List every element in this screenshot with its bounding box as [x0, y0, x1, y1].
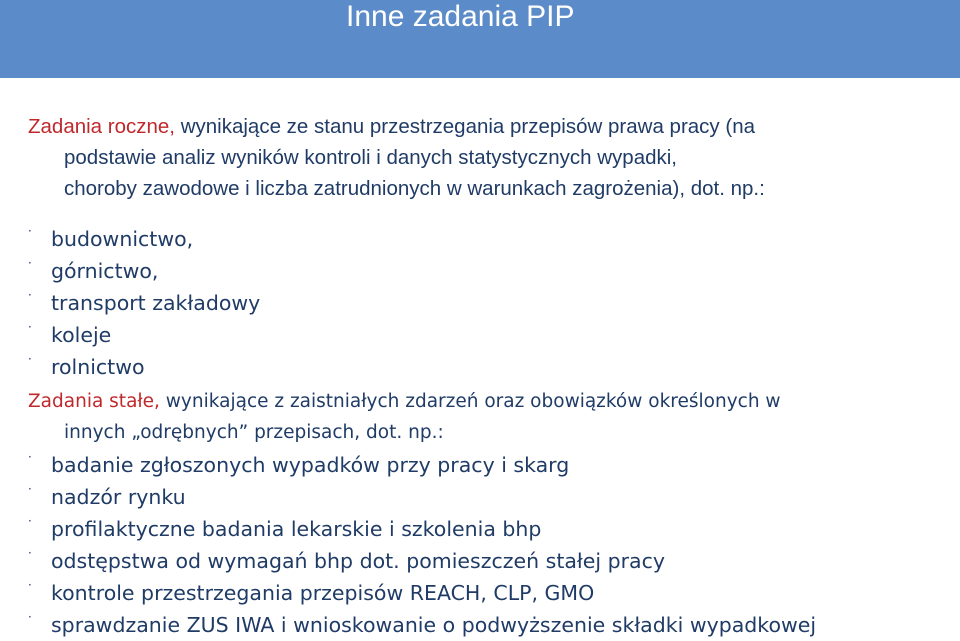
- bullet-icon: ·: [28, 546, 32, 560]
- list-item: · odstępstwa od wymagań bhp dot. pomieszczeń stałej pracy: [28, 546, 665, 573]
- annual-task-list: [28, 223, 260, 383]
- list-item: · budownictwo,: [28, 224, 194, 251]
- bullet-icon: ·: [28, 352, 32, 366]
- bullet-icon: ·: [28, 320, 32, 334]
- bullet-icon: ·: [28, 256, 32, 270]
- bullet-icon: ·: [28, 450, 32, 464]
- bullet-icon: ·: [28, 482, 32, 496]
- list-item: · górnictwo,: [28, 256, 159, 283]
- list-item: · kontrole przestrzegania przepisów REACH, CLP, GMO: [28, 578, 595, 605]
- list-item: · profilaktyczne badania lekarskie i szkolenia bhp: [28, 514, 542, 541]
- bullet-icon: ·: [28, 578, 32, 592]
- list-item: · rolnictwo: [28, 352, 145, 379]
- section-annual-line3: choroby zawodowe i liczba zatrudnionych w warunkach zagrożenia), dot. np.:: [64, 177, 765, 200]
- list-item: · koleje: [28, 320, 112, 347]
- bullet-icon: ·: [28, 514, 32, 528]
- section-permanent-intro: [28, 386, 948, 448]
- section-permanent-lead: Zadania stałe,: [28, 391, 160, 412]
- permanent-task-list: [28, 449, 816, 641]
- list-item: · badanie zgłoszonych wypadków przy pracy i skarg: [28, 450, 570, 477]
- slide-title: Inne zadania PIP: [346, 0, 575, 33]
- list-item: · transport zakładowy: [28, 288, 261, 315]
- list-item: · nadzór rynku: [28, 482, 186, 509]
- bullet-icon: ·: [28, 224, 32, 238]
- section-permanent-line2: innych „odrębnych” przepisach, dot. np.:: [64, 422, 444, 443]
- section-annual-line2: podstawie analiz wyników kontroli i danych statystycznych wypadki,: [64, 146, 677, 169]
- section-annual-intro: [28, 111, 948, 204]
- bullet-icon: ·: [28, 610, 32, 624]
- section-annual-lead: Zadania roczne,: [28, 115, 176, 138]
- list-item: · sprawdzanie ZUS IWA i wnioskowanie o podwyższenie składki wypadkowej: [28, 610, 817, 637]
- title-bar: [0, 0, 960, 78]
- section-annual-line1: wynikające ze stanu przestrzegania przepisów prawa pracy (na: [175, 115, 755, 138]
- section-permanent-line1: wynikające z zaistniałych zdarzeń oraz obowiązków określonych w: [159, 391, 781, 412]
- bullet-icon: ·: [28, 288, 32, 302]
